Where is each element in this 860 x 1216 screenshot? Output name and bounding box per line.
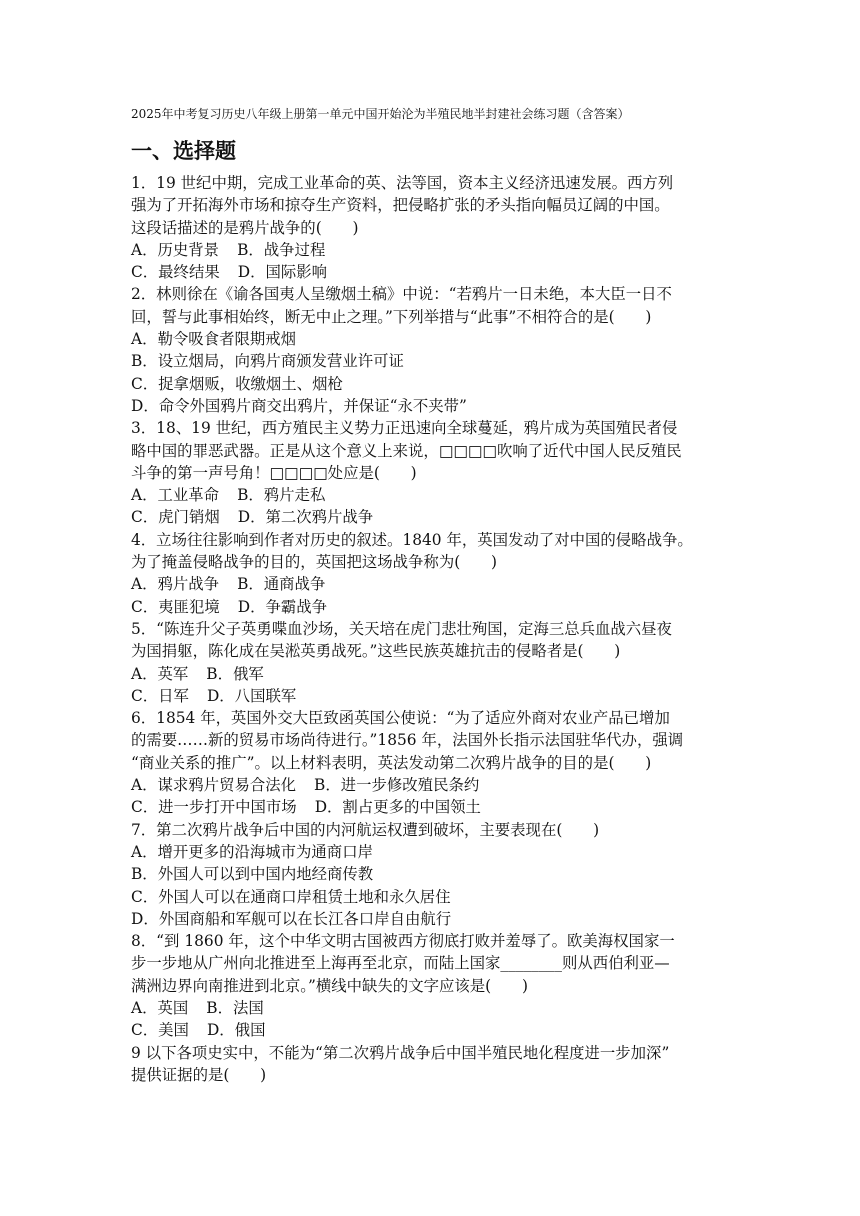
text-line: 3．18、19 世纪，西方殖民主义势力正迅速向全球蔓延，鸦片成为英国殖民者侵: [131, 419, 678, 438]
answer-option: D．割占更多的中国领土: [314, 798, 481, 817]
option-row: [131, 796, 731, 818]
answer-option: B．法国: [206, 998, 264, 1017]
text-line: 为国捐躯，陈化成在吴淞英勇战死。”这些民族英雄抗击的侵略者是( ): [131, 642, 621, 661]
text-line: B．外国人可以到中国内地经商传教: [131, 865, 374, 884]
answer-option: C．夷匪犯境: [131, 597, 220, 616]
option-row: [131, 1019, 731, 1041]
text-line: 6．1854 年，英国外交大臣致函英国公使说：“为了适应外商对农业产品已增加: [131, 709, 670, 728]
text-line: C．捉拿烟贩，收缴烟土、烟枪: [131, 374, 343, 393]
option-row: [131, 239, 731, 261]
text-line: 满洲边界向南推进到北京。”横线中缺失的文字应该是( ): [131, 976, 528, 995]
text-line: “商业关系的推广”。以上材料表明，英法发动第二次鸦片战争的目的是( ): [131, 753, 652, 772]
text-line: 9 以下各项史实中，不能为“第二次鸦片战争后中国半殖民地化程度进一步加深”: [131, 1043, 670, 1062]
answer-option: B．战争过程: [237, 240, 326, 259]
answer-option: D．八国联军: [206, 686, 297, 705]
answer-option: A．工业革命: [131, 486, 220, 505]
text-line: 的需要……新的贸易市场尚待进行。”1856 年，法国外长指示法国驻华代办，强调: [131, 731, 684, 750]
option-row: [131, 573, 731, 595]
answer-option: A．英国: [131, 998, 189, 1017]
text-line: 1．19 世纪中期，完成工业革命的英、法等国，资本主义经济迅速发展。西方列: [131, 174, 674, 192]
answer-option: D．国际影响: [237, 263, 328, 282]
text-line: C．外国人可以在通商口岸租赁土地和永久居住: [131, 887, 451, 906]
text-line: 略中国的罪恶武器。正是从这个意义上来说，□□□□吹响了近代中国人民反殖民: [131, 441, 682, 460]
answer-option: B．通商战争: [237, 575, 326, 594]
option-row: [131, 685, 731, 707]
option-row: [131, 774, 731, 796]
text-line: 强为了开拓海外市场和掠夺生产资料，把侵略扩张的矛头指向幅员辽阔的中国。: [131, 196, 670, 215]
text-line: 步一步地从广州向北推进至上海再至北京，而陆上国家________则从西伯利亚—: [131, 954, 670, 973]
option-row: [131, 997, 731, 1019]
text-line: D．命令外国鸦片商交出鸦片，并保证“永不夹带”: [131, 396, 467, 415]
text-line: 8．“到 1860 年，这个中华文明古国被西方彻底打败并羞辱了。欧美海权国家一: [131, 932, 675, 951]
option-row: [131, 484, 731, 506]
text-line: 4．立场往往影响到作者对历史的叙述。1840 年，英国发动了对中国的侵略战争。: [131, 530, 693, 549]
text-line: 提供证据的是( ): [131, 1065, 267, 1084]
answer-option: B．俄军: [206, 664, 264, 683]
text-line: 这段话描述的是鸦片战争的( ): [131, 218, 359, 237]
option-row: [131, 506, 731, 528]
answer-option: C．虎门销烟: [131, 508, 220, 527]
text-line: 5．“陈连升父子英勇喋血沙场，关天培在虎门悲壮殉国，定海三总兵血战六昼夜: [131, 619, 672, 638]
answer-option: C．美国: [131, 1021, 189, 1040]
answer-option: A．谋求鸦片贸易合法化: [131, 776, 297, 795]
option-row: [131, 261, 731, 283]
answer-option: B．鸦片走私: [237, 486, 326, 505]
text-line: 斗争的第一声号角！□□□□处应是( ): [131, 463, 417, 482]
text-line: A．增开更多的沿海城市为通商口岸: [131, 842, 373, 861]
answer-option: C．日军: [131, 686, 189, 705]
option-row: [131, 663, 731, 685]
answer-option: D．争霸战争: [237, 597, 328, 616]
text-line: A．勒令吸食者限期戒烟: [131, 330, 297, 349]
text-line: D．外国商船和军舰可以在长江各口岸自由航行: [131, 909, 452, 928]
answer-option: D．俄国: [206, 1021, 266, 1040]
text-line: 为了掩盖侵略战争的目的，英国把这场战争称为( ): [131, 553, 497, 572]
text-line: 7．第二次鸦片战争后中国的内河航运权遭到破坏，主要表现在( ): [131, 820, 600, 839]
section-heading: 一、选择题: [131, 139, 236, 163]
answer-option: D．第二次鸦片战争: [237, 508, 374, 527]
option-row: [131, 596, 731, 618]
answer-option: A．历史背景: [131, 240, 220, 259]
answer-option: A．英军: [131, 664, 189, 683]
answer-option: B．进一步修改殖民条约: [314, 776, 480, 795]
answer-option: A．鸦片战争: [131, 575, 220, 594]
document-title: 2025年中考复习历史八年级上册第一单元中国开始沦为半殖民地半封建社会练习题（含答案）: [131, 107, 630, 121]
answer-option: C．进一步打开中国市场: [131, 798, 297, 817]
text-line: B．设立烟局，向鸦片商颁发营业许可证: [131, 352, 404, 371]
answer-option: C．最终结果: [131, 263, 220, 282]
text-line: 回，誓与此事相始终，断无中止之理。”下列举措与“此事”不相符合的是( ): [131, 307, 652, 326]
question-body: [131, 172, 731, 1086]
text-line: 2．林则徐在《谕各国夷人呈缴烟土稿》中说：“若鸦片一日未绝，本大臣一日不: [131, 285, 672, 304]
